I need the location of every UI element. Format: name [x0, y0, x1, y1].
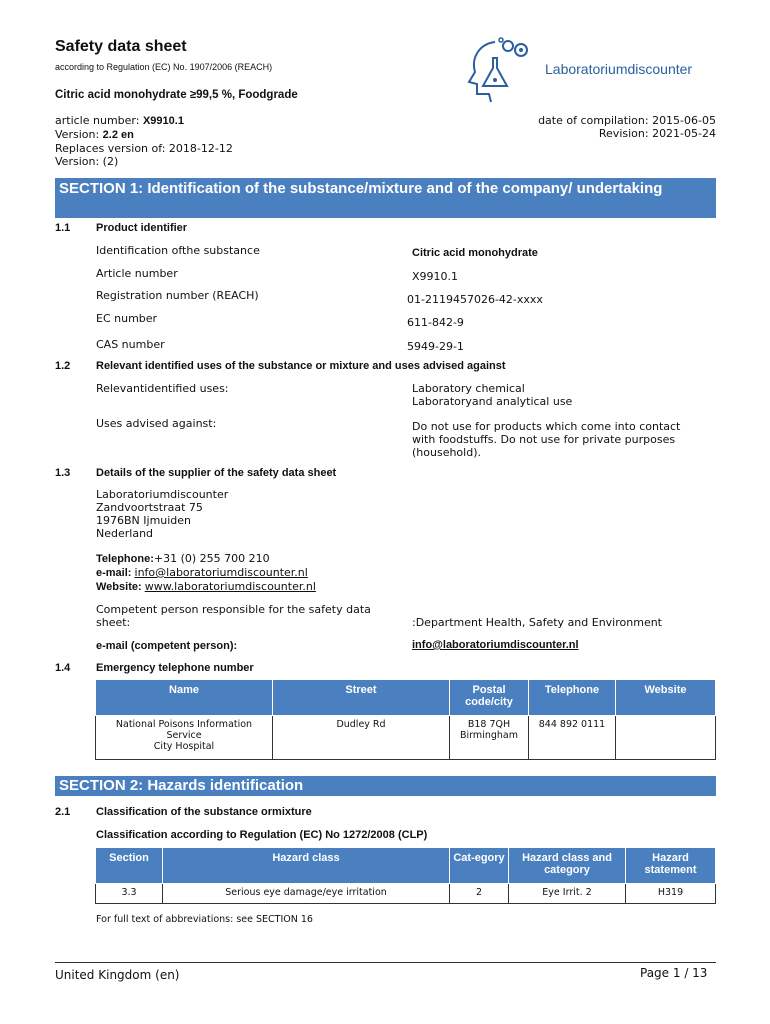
col-hazard-class-category: Hazard class and category — [509, 848, 626, 884]
against-value-line: (household). — [412, 446, 481, 459]
col-telephone: Telephone — [529, 680, 616, 716]
registration-label: Registration number (REACH) — [96, 289, 259, 302]
article-label: article number: — [55, 114, 143, 127]
emergency-header-row — [96, 680, 716, 716]
article-number-value: X9910.1 — [412, 270, 459, 283]
cas-number-value: 5949-29-1 — [407, 340, 464, 353]
against-label: Uses advised against: — [96, 417, 217, 430]
uses-value — [412, 382, 572, 408]
replaces-version: Replaces version of: 2018-12-12 — [55, 142, 233, 155]
col-website: Website — [616, 680, 716, 716]
supplier-address — [96, 488, 228, 540]
cas-number-label: CAS number — [96, 338, 165, 351]
s12-title: Relevant identified uses of the substance or mixture and uses advised against — [96, 360, 506, 372]
s21-title: Classification of the substance ormixture — [96, 806, 312, 818]
article-value: X9910.1 — [142, 115, 184, 127]
name-line: City Hospital — [153, 741, 215, 752]
footer-divider — [55, 962, 716, 963]
revision-date: Revision: 2021-05-24 — [598, 127, 716, 140]
emergency-table — [95, 679, 716, 760]
logo-text: Laboratoriumdiscounter — [545, 61, 693, 77]
section1-header: SECTION 1: Identification of the substance/mixture and of the company/ undertaking — [55, 178, 716, 218]
version-value: 2.2 en — [102, 129, 134, 141]
against-value — [412, 420, 680, 459]
ec-number-label: EC number — [96, 312, 158, 325]
section2-header: SECTION 2: Hazards identification — [55, 776, 716, 796]
supplier-name: Laboratoriumdiscounter — [96, 488, 229, 501]
uses-value-line: Laboratory chemical — [412, 382, 525, 395]
supplier-street: Zandvoortstraat 75 — [96, 501, 203, 514]
emergency-street: Dudley Rd — [273, 716, 450, 760]
website-link[interactable]: www.laboratoriumdiscounter.nl — [144, 580, 316, 593]
supplier-contacts — [96, 552, 316, 594]
regulation-subtitle: according to Regulation (EC) No. 1907/2006 (REACH) — [55, 62, 273, 72]
website-label: Website: — [96, 581, 145, 593]
col-section: Section — [96, 848, 163, 884]
emergency-postal — [450, 716, 529, 760]
emergency-name — [96, 716, 273, 760]
product-name: Citric acid monohydrate ≥99,5 %, Foodgrade — [55, 89, 298, 101]
s11-number: 1.1 — [55, 222, 71, 234]
hazard-class: Serious eye damage/eye irritation — [163, 884, 450, 904]
table-row — [96, 716, 716, 760]
competent-email-link[interactable]: info@laboratoriumdiscounter.nl — [412, 639, 579, 651]
table-row — [96, 884, 716, 904]
footer-locale: United Kingdom (en) — [55, 968, 180, 982]
document-meta-right — [538, 114, 716, 140]
hazard-statement: H319 — [626, 884, 716, 904]
compilation-date: date of compilation: 2015-06-05 — [538, 114, 716, 127]
hazard-class-category: Eye Irrit. 2 — [509, 884, 626, 904]
uses-value-line: Laboratoryand analytical use — [412, 395, 573, 408]
hazard-category: 2 — [450, 884, 509, 904]
col-street: Street — [273, 680, 450, 716]
s14-number: 1.4 — [55, 662, 71, 674]
s13-title: Details of the supplier of the safety data sheet — [96, 467, 337, 479]
postal-line: B18 7QH — [467, 719, 511, 730]
clp-title: Classification according to Regulation (EC) No 1272/2008 (CLP) — [96, 829, 428, 841]
competent-email-label: e-mail (competent person): — [96, 640, 238, 652]
article-number-label: Article number — [96, 267, 178, 280]
email-label: e-mail: — [96, 567, 135, 579]
emergency-website — [616, 716, 716, 760]
document-title: Safety data sheet — [55, 38, 187, 55]
competent-person-value: :Department Health, Safety and Environment — [412, 616, 662, 629]
competent-label-line: Competent person responsible for the safety data — [96, 603, 371, 616]
identification-value: Citric acid monohydrate — [412, 247, 538, 259]
competent-person-label — [96, 603, 371, 629]
supplier-city: 1976BN Ijmuiden — [96, 514, 192, 527]
page-number: Page 1 / 13 — [640, 966, 708, 980]
col-hazard-class: Hazard class — [163, 848, 450, 884]
against-value-line: Do not use for products which come into contact — [412, 420, 681, 433]
abbreviations-note: For full text of abbreviations: see SECTION 16 — [96, 914, 313, 925]
name-line: National Poisons Information — [115, 719, 253, 730]
s12-number: 1.2 — [55, 360, 71, 372]
document-meta-left — [55, 114, 233, 168]
email-link[interactable]: info@laboratoriumdiscounter.nl — [134, 566, 308, 579]
col-postal: Postal code/city — [450, 680, 529, 716]
hazard-section: 3.3 — [96, 884, 163, 904]
uses-label: Relevantidentified uses: — [96, 382, 229, 395]
previous-version: Version: (2) — [55, 155, 119, 168]
s14-title: Emergency telephone number — [96, 662, 254, 674]
registration-value: 01-2119457026-42-xxxx — [407, 293, 543, 306]
postal-line: Birmingham — [460, 730, 518, 741]
emergency-telephone: 844 892 0111 — [529, 716, 616, 760]
supplier-country: Nederland — [96, 527, 154, 540]
competent-label-line: sheet: — [96, 616, 131, 629]
col-category: Cat-egory — [450, 848, 509, 884]
telephone-label: Telephone: — [96, 553, 154, 565]
name-line: Service — [166, 730, 202, 741]
version-label: Version: — [55, 128, 103, 141]
against-value-line: with foodstuffs. Do not use for private purposes — [412, 433, 676, 446]
telephone-value: +31 (0) 255 700 210 — [153, 552, 270, 565]
s21-number: 2.1 — [55, 806, 71, 818]
hazard-table — [95, 847, 716, 904]
s11-title: Product identifier — [96, 222, 188, 234]
identification-label: Identification ofthe substance — [96, 244, 260, 257]
s13-number: 1.3 — [55, 467, 71, 479]
col-hazard-statement: Hazard statement — [626, 848, 716, 884]
hazard-header-row — [96, 848, 716, 884]
ec-number-value: 611-842-9 — [407, 316, 464, 329]
col-name: Name — [96, 680, 273, 716]
lab-logo-icon — [465, 34, 543, 108]
